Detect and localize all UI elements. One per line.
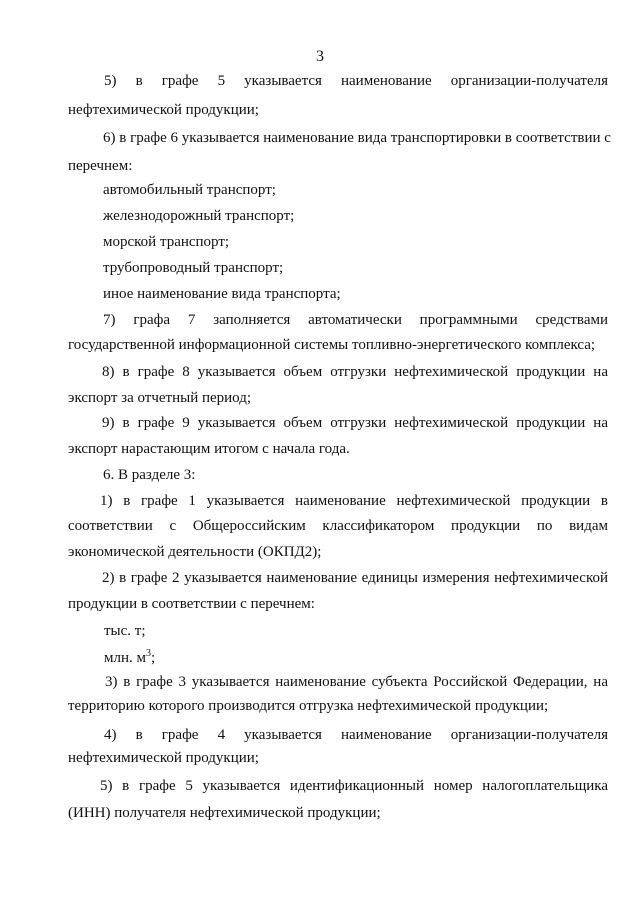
- list-item: морской транспорт;: [103, 234, 230, 250]
- list-item: трубопроводный транспорт;: [103, 260, 284, 276]
- text-line: 5) в графе 5 указывается наименование организации-получателя: [104, 73, 608, 89]
- superscript: 3: [146, 648, 151, 659]
- text-line: 4) в графе 4 указывается наименование организации-получателя: [104, 727, 608, 743]
- unit-suffix: ;: [151, 650, 156, 666]
- text-line: 3) в графе 3 указывается наименование субъекта Российской Федерации, на: [105, 674, 608, 690]
- list-item: автомобильный транспорт;: [103, 182, 276, 198]
- text-line: нефтехимической продукции;: [68, 102, 259, 118]
- section-heading: 6. В разделе 3:: [103, 467, 196, 483]
- text-line: 9) в графе 9 указывается объем отгрузки нефтехимической продукции на: [102, 415, 608, 431]
- list-item: иное наименование вида транспорта;: [103, 286, 341, 302]
- text-line: 5) в графе 5 указывается идентификационный номер налогоплательщика: [100, 778, 608, 794]
- list-item: [104, 648, 608, 668]
- page-number: 3: [316, 48, 324, 65]
- text-line: 8) в графе 8 указывается объем отгрузки нефтехимической продукции на: [102, 364, 608, 380]
- text-line: экспорт за отчетный период;: [68, 390, 252, 406]
- text-line: продукции в соответствии с перечнем:: [68, 596, 315, 612]
- list-item: тыс. т;: [104, 623, 146, 639]
- text-line: 2) в графе 2 указывается наименование единицы измерения нефтехимической: [102, 570, 608, 586]
- text-line: экономической деятельности (ОКПД2);: [68, 544, 322, 560]
- unit-text: млн. м: [104, 650, 146, 666]
- text-line: государственной информационной системы топливно-энергетического комплекса;: [68, 337, 596, 353]
- text-line: 7) графа 7 заполняется автоматически программными средствами: [103, 312, 608, 328]
- text-line: 6) в графе 6 указывается наименование вида транспортировки в соответствии с: [103, 130, 611, 146]
- text-line: экспорт нарастающим итогом с начала года.: [68, 441, 350, 457]
- text-line: (ИНН) получателя нефтехимической продукции;: [68, 805, 381, 821]
- text-line: нефтехимической продукции;: [68, 750, 259, 766]
- text-line: соответствии с Общероссийским классификатором продукции по видам: [68, 518, 608, 534]
- list-item: железнодорожный транспорт;: [103, 208, 295, 224]
- text-line: перечнем:: [68, 158, 133, 174]
- text-line: территорию которого производится отгрузка нефтехимической продукции;: [68, 698, 549, 714]
- text-line: 1) в графе 1 указывается наименование нефтехимической продукции в: [100, 493, 608, 509]
